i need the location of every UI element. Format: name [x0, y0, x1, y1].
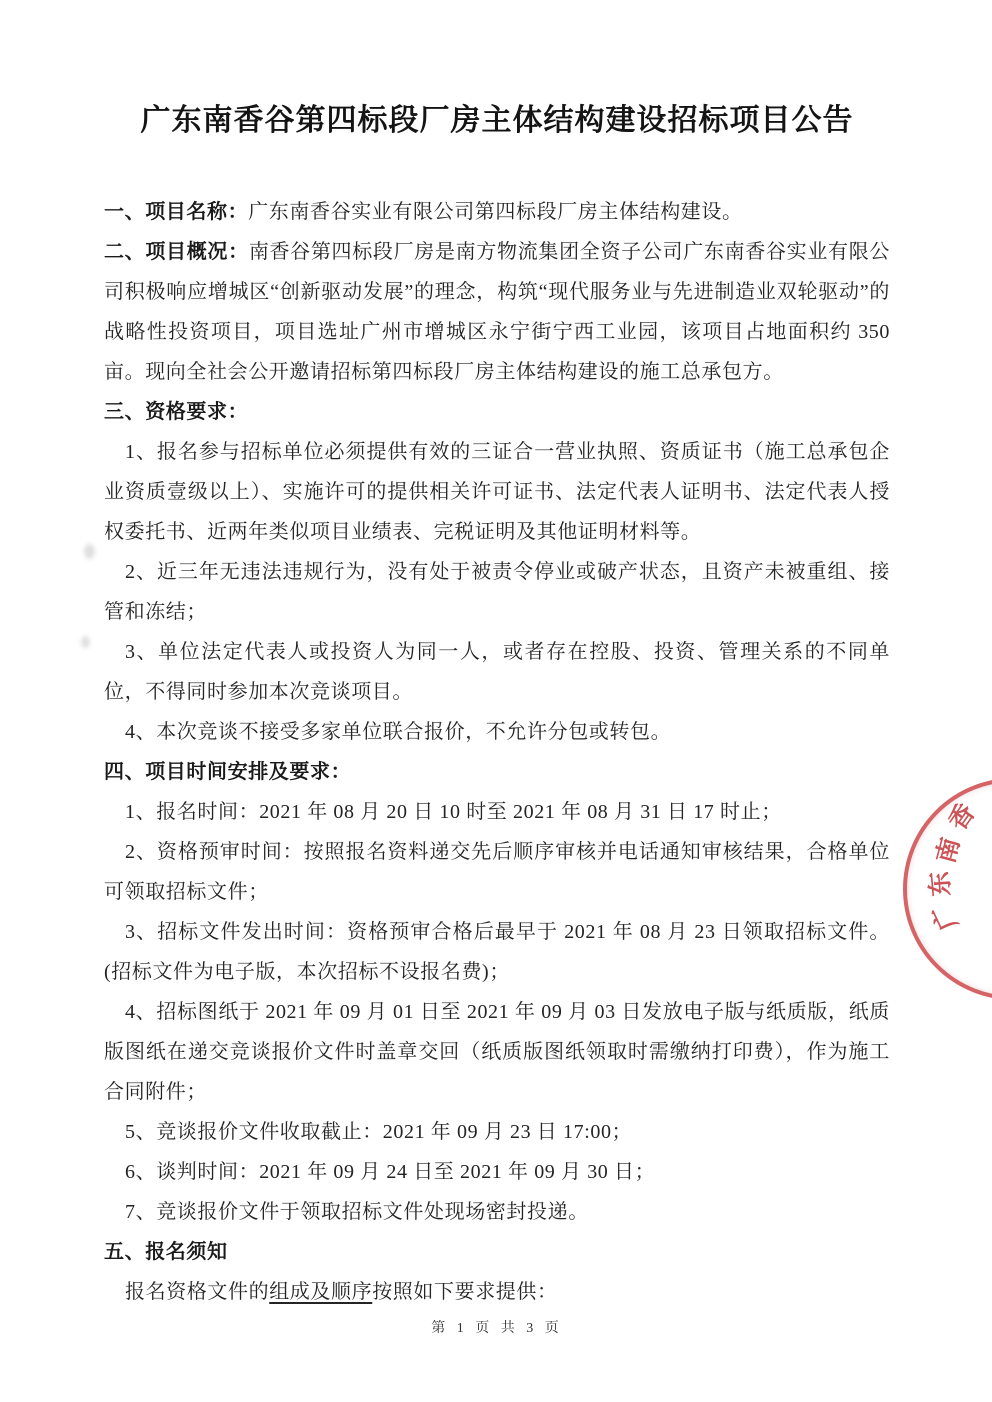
clause-item	[104, 1192, 890, 1232]
clause-item	[104, 712, 890, 752]
clause-text: 1、报名参与招标单位必须提供有效的三证合一营业执照、资质证书（施工总承包企业资质壹级以上）、实施许可的提供相关许可证书、法定代表人证明书、法定代表人授权委托书、近两年类似项目业绩表、完税证明及其他证明材料等。	[104, 441, 890, 543]
section-heading-2	[104, 232, 890, 392]
stamp-char: 广	[928, 899, 964, 934]
clause-text: 5、竞谈报价文件收取截止：2021 年 09 月 23 日 17:00；	[125, 1121, 633, 1143]
clause-text: 3、招标文件发出时间：资格预审合格后最早于 2021 年 08 月 23 日领取招标文件。(招标文件为电子版，本次招标不设报名费)；	[104, 921, 890, 983]
section-heading-5	[104, 1232, 890, 1272]
scan-smudge	[81, 636, 90, 648]
clause-item	[104, 1112, 890, 1152]
section-label: 四、项目时间安排及要求：	[104, 761, 352, 783]
stamp-char: 南	[932, 835, 966, 867]
clause-text: 4、招标图纸于 2021 年 09 月 01 日至 2021 年 09 月 03 日发放电子版与纸质版，纸质版图纸在递交竞谈报价文件时盖章交回（纸质版图纸领取时需缴纳打印费），作为施工合同附件；	[104, 1001, 890, 1103]
section-label: 一、项目名称：	[104, 201, 249, 223]
clause-text: 2、近三年无违法违规行为，没有处于被责令停业或破产状态，且资产未被重组、接管和冻结；	[104, 561, 890, 623]
clause-item	[104, 1152, 890, 1192]
clause-text: 3、单位法定代表人或投资人为同一人，或者存在控股、投资、管理关系的不同单位，不得同时参加本次竞谈项目。	[104, 641, 890, 703]
clause-item	[104, 832, 890, 912]
page-title: 广东南香谷第四标段厂房主体结构建设招标项目公告	[140, 104, 854, 137]
section-text: 南香谷第四标段厂房是南方物流集团全资子公司广东南香谷实业有限公司积极响应增城区“创新驱动发展”的理念，构筑“现代服务业与先进制造业双轮驱动”的战略性投资项目，项目选址广州市增城区永宁街宁西工业园，该项目占地面积约 350 亩。现向全社会公开邀请招标第四标段厂房主体结构建设的施工总承包方。	[104, 241, 890, 383]
document-body	[104, 100, 890, 1337]
clause-item	[104, 432, 890, 552]
notice-pre: 报名资格文件的	[125, 1281, 270, 1303]
clause-item	[104, 992, 890, 1112]
section-heading-4	[104, 752, 890, 792]
notice-post: 按照如下要求提供：	[372, 1281, 558, 1303]
stamp-circle-icon	[903, 778, 992, 1000]
scan-smudge	[84, 544, 95, 559]
clause-item	[104, 792, 890, 832]
section-label: 三、资格要求：	[104, 401, 249, 423]
clause-text: 4、本次竞谈不接受多家单位联合报价，不允许分包或转包。	[125, 721, 672, 743]
section-heading-3	[104, 392, 890, 432]
clause-item	[104, 912, 890, 992]
clause-text: 2、资格预审时间：按照报名资料递交先后顺序审核并电话通知审核结果，合格单位可领取招标文件；	[104, 841, 890, 903]
clause-text: 1、报名时间：2021 年 08 月 20 日 10 时至 2021 年 08 月 31 日 17 时止；	[125, 801, 782, 823]
stamp-char: 东	[926, 870, 956, 898]
section-label: 二、项目概况：	[104, 241, 249, 263]
section-heading-1	[104, 192, 890, 232]
clause-item	[104, 632, 890, 712]
notice-underlined: 组成及顺序	[269, 1281, 373, 1303]
clause-text: 7、竞谈报价文件于领取招标文件处现场密封投递。	[125, 1201, 589, 1223]
clause-item	[104, 552, 890, 632]
page-footer: 第 1 页 共 3 页	[431, 1321, 563, 1336]
notice-line	[104, 1272, 890, 1312]
clause-text: 6、谈判时间：2021 年 09 月 24 日至 2021 年 09 月 30 日；	[125, 1161, 656, 1183]
section-text: 广东南香谷实业有限公司第四标段厂房主体结构建设。	[248, 201, 743, 223]
stamp-char: 香	[944, 799, 981, 836]
section-label: 五、报名须知	[104, 1241, 228, 1263]
